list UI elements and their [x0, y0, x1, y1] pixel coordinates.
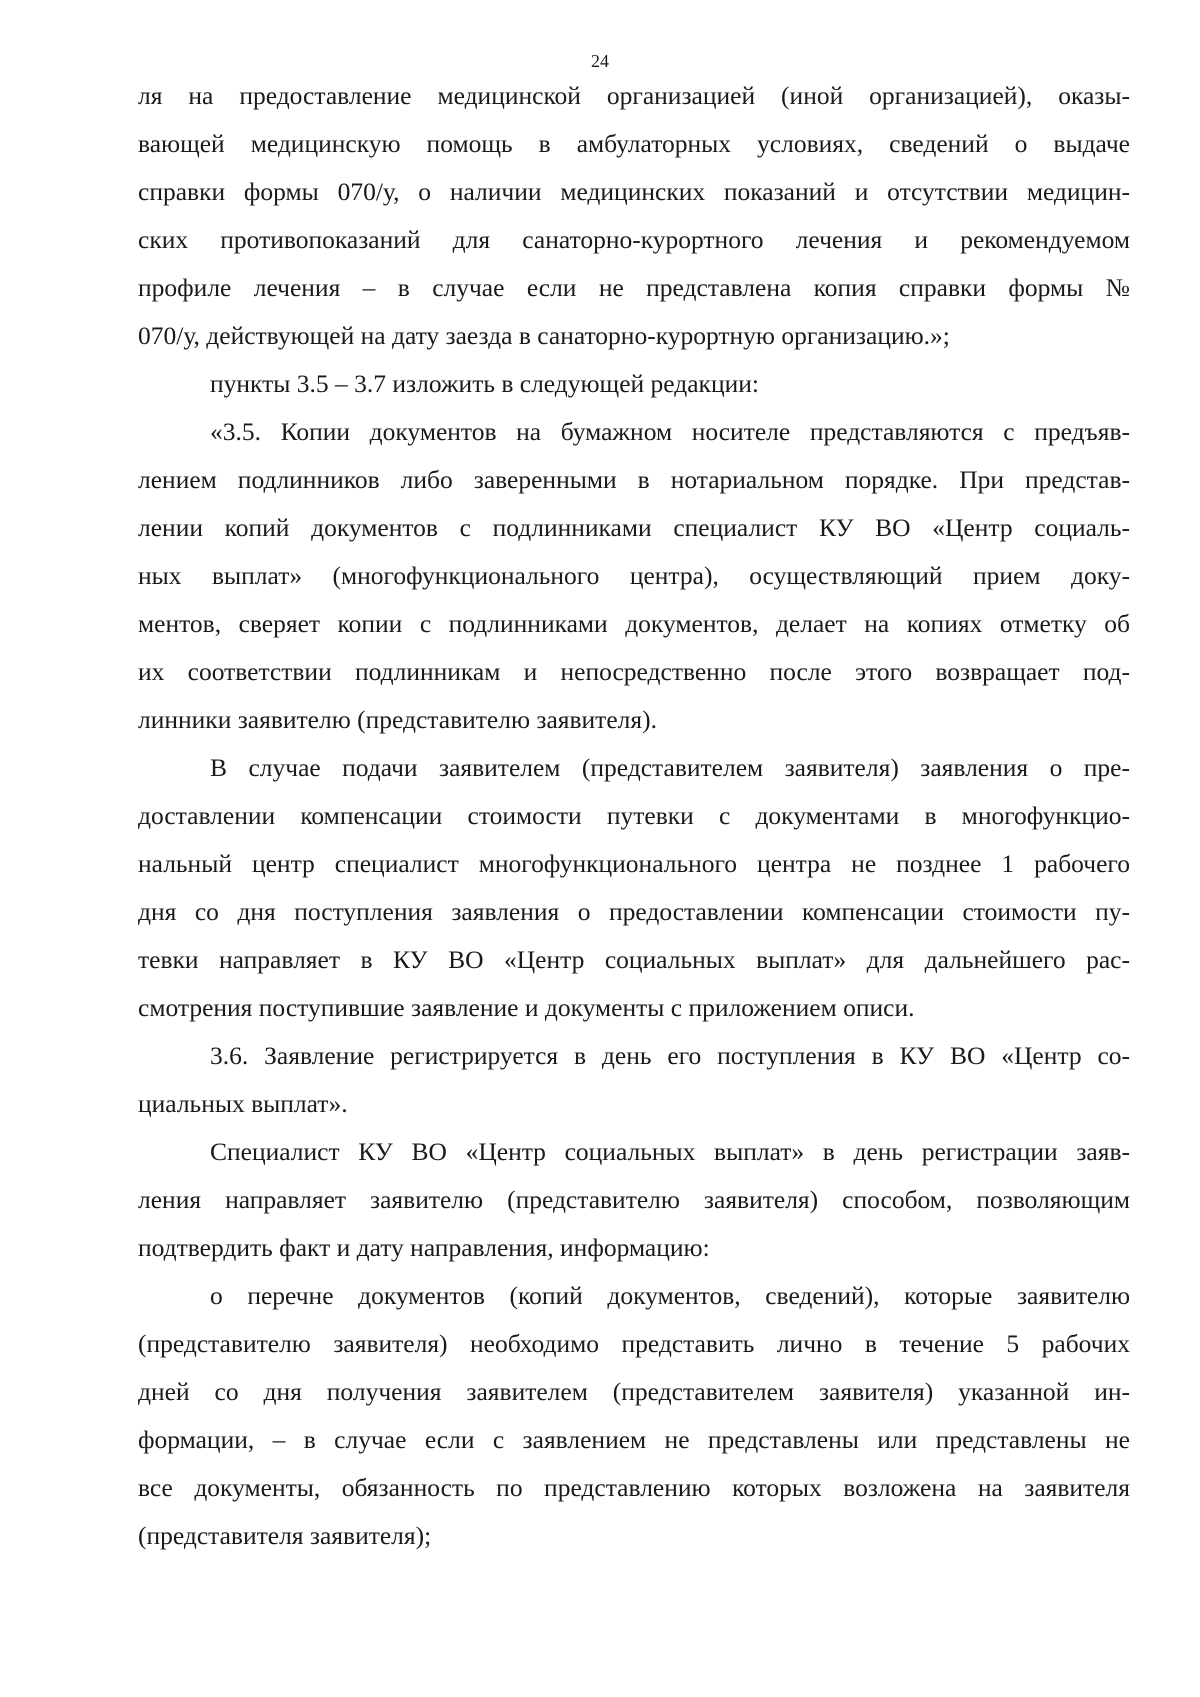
text-line: тевки направляет в КУ ВО «Центр социальных выплат» для дальнейшего рас-	[138, 945, 1130, 974]
text-line: ментов, сверяет копии с подлинниками документов, делает на копиях отметку об	[138, 609, 1130, 638]
text-line: ления направляет заявителю (представителю заявителя) способом, позволяющим	[138, 1185, 1130, 1214]
text-line: вающей медицинскую помощь в амбулаторных условиях, сведений о выдаче	[138, 129, 1130, 158]
text-line: 070/у, действующей на дату заезда в санаторно-курортную организацию.»;	[138, 321, 950, 350]
text-line: лении копий документов с подлинниками специалист КУ ВО «Центр социаль-	[138, 513, 1130, 542]
text-line: о перечне документов (копий документов, сведений), которые заявителю	[210, 1281, 1130, 1310]
text-line: доставлении компенсации стоимости путевки с документами в многофункцио-	[138, 801, 1130, 830]
text-line: нальный центр специалист многофункционального центра не позднее 1 рабочего	[138, 849, 1130, 878]
text-line: пункты 3.5 – 3.7 изложить в следующей редакции:	[210, 369, 759, 398]
text-line: дней со дня получения заявителем (представителем заявителя) указанной ин-	[138, 1377, 1130, 1406]
text-line: ля на предоставление медицинской организацией (иной организацией), оказы-	[138, 81, 1130, 110]
text-line: подтвердить факт и дату направления, информацию:	[138, 1233, 710, 1262]
text-line: линники заявителю (представителю заявителя).	[138, 705, 657, 734]
text-line: (представителя заявителя);	[138, 1521, 432, 1550]
text-line: справки формы 070/у, о наличии медицинских показаний и отсутствии медицин-	[138, 177, 1130, 206]
text-line: их соответствии подлинникам и непосредственно после этого возвращает под-	[138, 657, 1130, 686]
text-line: Специалист КУ ВО «Центр социальных выплат» в день регистрации заяв-	[210, 1137, 1130, 1166]
text-line: все документы, обязанность по представлению которых возложена на заявителя	[138, 1473, 1130, 1502]
page-number: 24	[591, 51, 609, 71]
text-line: лением подлинников либо заверенными в нотариальном порядке. При представ-	[138, 465, 1130, 494]
document-body	[138, 72, 1130, 1560]
text-line: ных выплат» (многофункционального центра), осуществляющий прием доку-	[138, 561, 1130, 590]
text-line: циальных выплат».	[138, 1089, 348, 1118]
text-line: смотрения поступившие заявление и документы с приложением описи.	[138, 993, 915, 1022]
text-line: (представителю заявителя) необходимо представить лично в течение 5 рабочих	[138, 1329, 1130, 1358]
text-line: формации, – в случае если с заявлением не представлены или представлены не	[138, 1425, 1130, 1454]
text-line: дня со дня поступления заявления о предоставлении компенсации стоимости пу-	[138, 897, 1130, 926]
text-line: В случае подачи заявителем (представителем заявителя) заявления о пре-	[210, 753, 1130, 782]
text-line: 3.6. Заявление регистрируется в день его поступления в КУ ВО «Центр со-	[210, 1041, 1130, 1070]
text-line: ских противопоказаний для санаторно-курортного лечения и рекомендуемом	[138, 225, 1130, 254]
text-line: «3.5. Копии документов на бумажном носителе представляются с предъяв-	[210, 417, 1130, 446]
text-line: профиле лечения – в случае если не представлена копия справки формы №	[138, 273, 1130, 302]
